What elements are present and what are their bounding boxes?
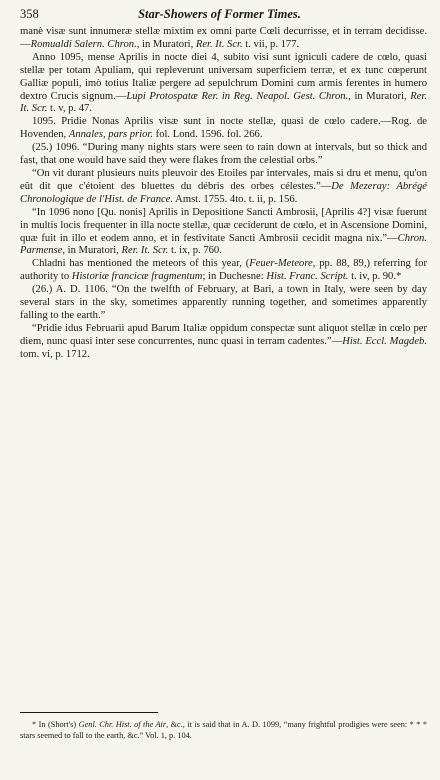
text-run: , in Muratori,: [136, 38, 196, 50]
paragraph: [20, 26, 427, 52]
text-run: t. ix, p. 760.: [168, 245, 222, 257]
text-run: tom. vi, p. 1712.: [20, 348, 90, 360]
citation-text: Hist. Eccl. Magdeb.: [342, 335, 427, 347]
text-run: “On vit durant plusieurs nuits pleuvoir des Etoiles par intervales, mais si dru et menu, qu'on eût dit que c'étoient des bluettes du débris des orbes célestes.”—: [20, 167, 427, 192]
citation-text: Rer. It. Scr.: [195, 38, 243, 50]
text-run: “Pridie idus Februarii apud Barum Italiæ oppidum conspectæ sunt aliquot stellæ in cœlo per diem, nunc quasi inter sese concurrentes, nunc quasi in terram cadentes.”—: [20, 322, 427, 347]
citation-text: Feuer-Meteore: [249, 258, 313, 270]
text-run: “In 1096 nono [Qu. nonis] Aprilis in Depositione Sancti Ambrosii, [Aprilis 4?] visæ fuerunt in multis locis frequenter in illa nocte stellæ, quæ ceciderunt de cœlo, et in Ascensione Domini, quæ fuit in illo et eodem anno, et in festivitate Sancti Ambrosii cecidit magna nix.”—: [20, 206, 427, 244]
footnote: [20, 720, 427, 741]
text-run: , &c., it is said that in A. D. 1099, “many frightful prodigies were seen: * * * stars seemed to fall to the earth, &c.” Vol. 1, p. 104.: [20, 720, 428, 740]
citation-text: Hist. Franc. Script.: [266, 271, 349, 283]
text-run: fol. Lond. 1596. fol. 266.: [153, 129, 263, 141]
text-run: (25.) 1096. “During many nights stars were seen to rain down at intervals, but so thick and fast, that one would have said they were flakes from the celestial orbs.”: [20, 142, 427, 167]
text-run: * In (Short's): [32, 720, 79, 729]
text-run: t. iv, p. 90.*: [348, 271, 402, 283]
text-run: , in Muratori,: [62, 245, 122, 257]
paragraph: [20, 168, 427, 207]
text-run: t. v, p. 47.: [47, 103, 93, 115]
citation-text: Rer. It. Scr.: [20, 90, 427, 115]
citation-text: Lupi Protospatæ Rer. in Reg. Neapol. Gest. Chron.: [126, 90, 349, 102]
paragraph: [20, 116, 427, 142]
text-run: 1095. Pridie Nonas Aprilis visæ sunt in nocte stellæ, quasi de cœlo cadere.—Rog. de Hovenden,: [20, 116, 427, 141]
paragraph: [20, 258, 427, 284]
citation-text: Chron. Parmense: [20, 232, 427, 257]
paragraph: [20, 284, 427, 323]
citation-text: Historiæ francicæ fragmentum: [71, 271, 203, 283]
page-number: 358: [20, 7, 39, 21]
text-run: Anno 1095, mense Aprilis in nocte diei 4, subito visi sunt igniculi cadere de cœlo, quasi stellæ per totam Apuliam, qui repleverunt universam superficiem terræ, et ex tunc cœperunt Galliæ populi, imò totius Italiæ pergere ad sepulchrum Domini cum armis ferentes in humero dextro Crucis signum.—: [20, 51, 427, 102]
running-title: Star-Showers of Former Times.: [138, 7, 301, 21]
paragraph: [20, 52, 427, 117]
citation-text: Annales, pars prior.: [68, 129, 154, 141]
footnote-paragraph: [20, 720, 427, 741]
citation-text: Romualdi Salern. Chron.: [30, 38, 137, 50]
citation-text: Genl. Chr. Hist. of the Air: [78, 720, 167, 729]
paragraph: [20, 207, 427, 259]
footnote-rule: [20, 712, 158, 713]
text-run: Chladni has mentioned the meteors of this year, (: [32, 258, 250, 270]
body-text: [20, 26, 427, 362]
citation-text: De Mezeray: Abrégé Chronologique de l'Hist. de France.: [20, 180, 427, 205]
text-run: , in Muratori,: [348, 90, 411, 102]
citation-text: Rer. It. Scr.: [121, 245, 169, 257]
text-run: , pp. 88, 89,) referring for authority to: [20, 258, 427, 283]
text-run: manè visæ sunt innumeræ stellæ mixtim ex omni parte Cœli decurrisse, et in terram decidisse.—: [20, 26, 427, 50]
paragraph: [20, 323, 427, 362]
running-header: [20, 7, 427, 24]
text-run: ; in Duchesne:: [202, 271, 267, 283]
text-run: t. vii, p. 177.: [242, 38, 300, 50]
paragraph: [20, 142, 427, 168]
text-run: (26.) A. D. 1106. “On the twelfth of February, at Bari, a town in Italy, were seen by day several stars in the sky, sometimes apparently running together, and sometimes apparently falling to the earth.”: [20, 284, 427, 321]
text-run: Amst. 1755. 4to. t. ii, p. 156.: [173, 193, 298, 205]
